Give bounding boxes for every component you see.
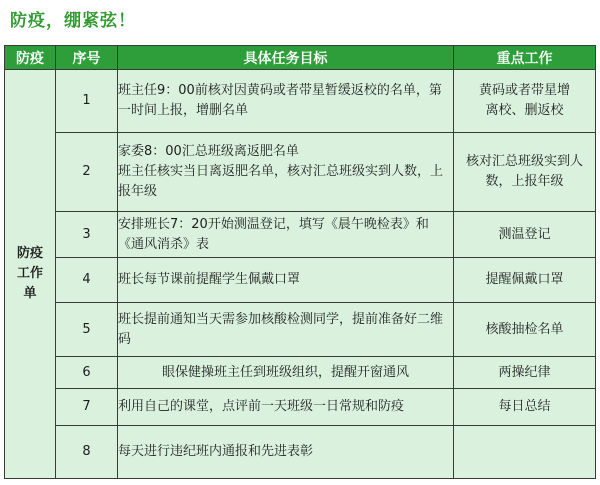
table-header-row [5,46,596,70]
table-row [5,389,596,426]
row-focus [454,133,596,212]
row-number: 4 [56,258,118,303]
header-number: 序号 [56,46,118,70]
table-row [5,426,596,479]
row-task: 班主任9：00前核对因黄码或者带星暂缓返校的名单，第一时间上报，增删名单 [118,70,454,133]
table-row [5,303,596,357]
row-task: 班长提前通知当天需参加核酸检测同学，提前准备好二维码 [118,303,454,357]
category-label: 防疫工作单 [16,246,43,301]
row-number: 3 [56,212,118,258]
header-focus: 重点工作 [454,46,596,70]
row-task: 家委8：00汇总班级离返肥名单 班主任核实当日离返肥名单，核对汇总班级实到人数，上报年级 [118,133,454,212]
row-focus: 测温登记 [454,212,596,258]
table-row [5,70,596,133]
table-row [5,212,596,258]
row-task: 班长每节课前提醒学生佩戴口罩 [118,258,454,303]
row-focus: 每日总结 [454,389,596,426]
row-number: 7 [56,389,118,426]
row-number: 1 [56,70,118,133]
table-row [5,357,596,389]
table-row [5,258,596,303]
row-task: 眼保健操班主任到班级组织，提醒开窗通风 [118,357,454,389]
page-title: 防疫，绷紧弦！ [10,11,136,31]
row-task: 每天进行违纪班内通报和先进表彰 [118,426,454,479]
row-number: 5 [56,303,118,357]
row-task: 利用自己的课堂，点评前一天班级一日常规和防疫 [118,389,454,426]
row-focus: 两操纪律 [454,357,596,389]
row-focus: 核酸抽检名单 [454,303,596,357]
row-number: 6 [56,357,118,389]
epidemic-task-table [4,45,596,479]
row-task: 安排班长7：20开始测温登记，填写《晨午晚检表》和《通风消杀》表 [118,212,454,258]
header-task: 具体任务目标 [118,46,454,70]
row-focus-text: 核对汇总班级实到人数，上报年级 [465,154,583,189]
category-cell [5,70,56,479]
row-focus-text: 黄码或者带星增离校、删返校 [478,83,570,118]
row-focus [454,70,596,133]
row-focus: 提醒佩戴口罩 [454,258,596,303]
table-row [5,133,596,212]
row-number: 8 [56,426,118,479]
row-focus [454,426,596,479]
row-number: 2 [56,133,118,212]
header-category: 防疫 [5,46,56,70]
